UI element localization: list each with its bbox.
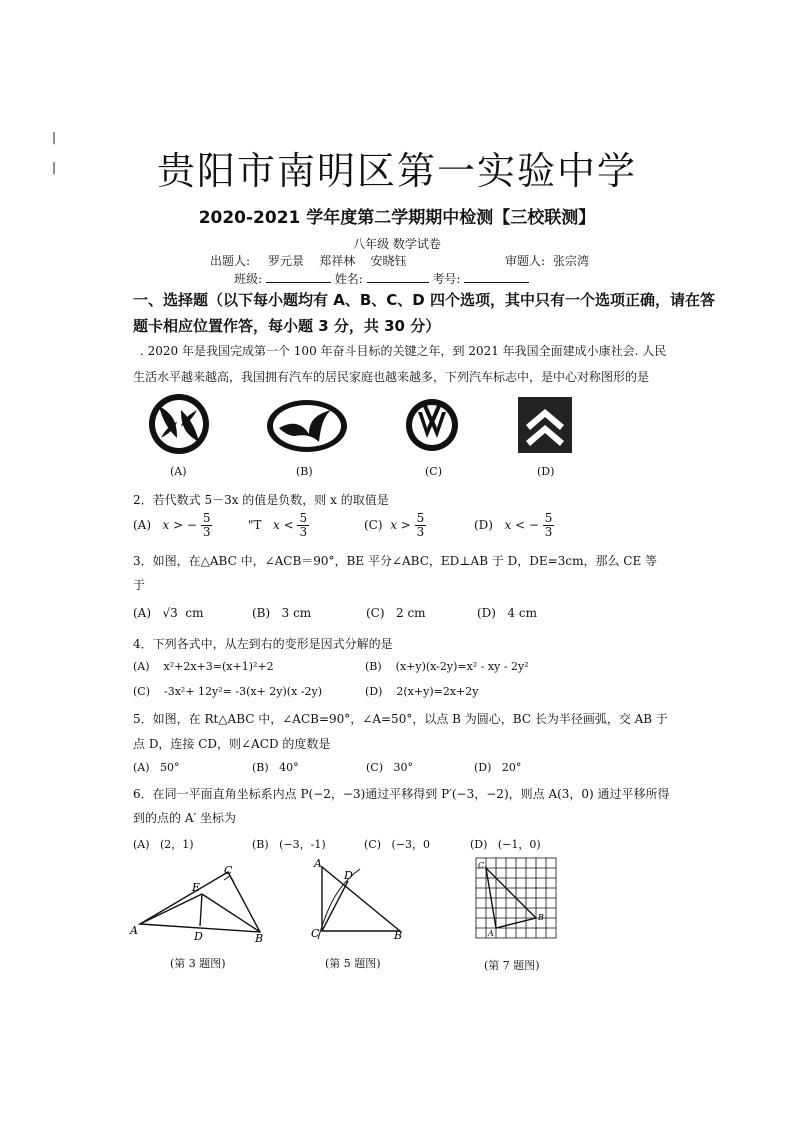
q5-stem: 5．如图，在 Rt△ABC 中，∠ACB=90°，∠A=50°，以点 B 为圆心，BC 长为半径画弧，交 AB 于 — [133, 712, 668, 726]
q6-stem: 6．在同一平面直角坐标系内点 P(−2，−3)通过平移得到 P′(−3，−2)，则点 A(3，0) 通过平移所得 — [133, 787, 670, 801]
fig7-label-c: C — [478, 861, 485, 870]
q2-option-b: "T x < $\frac{5}{3}$ — [248, 511, 308, 539]
q1-option-d: (D) — [537, 465, 555, 478]
q3-stem: 3．如图，在△ABC 中，∠ACB＝90°，BE 平分∠ABC，ED⊥AB 于 D，DE=3cm，那么 CE 等 — [133, 554, 658, 568]
q6-option-b: (B) (−3，-1) — [252, 838, 326, 851]
q1-option-c: (C) — [425, 465, 442, 478]
section-heading-cont: 题卡相应位置作答，每小题 3 分，共 30 分） — [133, 317, 441, 335]
dongfeng-logo-icon — [147, 392, 211, 456]
fig5-label-c: C — [311, 927, 320, 940]
fig3-label-b: B — [255, 932, 264, 944]
fig5-label-b: B — [394, 929, 403, 942]
q5-option-d: (D) 20° — [474, 761, 522, 774]
q4-option-c: (C) -3x²+ 12y²= -3(x+ 2y)(x -2y) — [133, 685, 323, 698]
q5-option-c: (C) 30° — [366, 761, 413, 774]
authors: 罗元景 郑祥林 安晓钰 — [268, 254, 407, 268]
reviewer-label: 审题人: — [505, 254, 546, 268]
q3-option-a: (A) √3 cm — [133, 606, 204, 620]
q5-option-b: (B) 40° — [252, 761, 299, 774]
q4-option-b: (B) (x+y)(x-2y)=x² - xy - 2y² — [365, 660, 529, 673]
figure-7 — [472, 854, 562, 944]
q3-option-d: (D) 4 cm — [477, 606, 537, 620]
name-label: 姓名: — [334, 272, 363, 286]
school-title: 贵阳市南明区第一实验中学 — [156, 149, 637, 193]
section-heading: 一、选择题（以下每小题均有 A、B、C、D 四个选项，其中只有一个选项正确，请在答 — [133, 291, 715, 309]
q6-option-d: (D) (−1，0) — [470, 838, 541, 851]
figure-3 — [128, 860, 270, 944]
author-label: 出题人: — [210, 254, 251, 268]
q6-option-a: (A) (2，1) — [133, 838, 194, 851]
fig5-caption: (第 5 题图) — [325, 957, 381, 970]
q6-stem-cont: 到的点的 A′ 坐标为 — [133, 811, 237, 825]
q5-stem-cont: 点 D，连接 CD，则∠ACD 的度数是 — [133, 737, 331, 751]
fig7-caption: (第 7 题图) — [484, 959, 540, 972]
fig5-label-d: D — [344, 869, 353, 882]
fig3-label-d: D — [194, 930, 203, 943]
citroen-logo-icon — [518, 397, 572, 453]
haima-logo-icon — [265, 398, 349, 454]
fig5-label-a: A — [314, 857, 322, 870]
name-field[interactable] — [367, 270, 429, 283]
class-field[interactable] — [266, 270, 331, 283]
q4-option-d: (D) 2(x+y)=2x+2y — [365, 685, 479, 698]
paper-title: 八年级 数学试卷 — [353, 237, 441, 251]
fig7-label-b: B — [538, 913, 544, 922]
q1-option-b: (B) — [296, 465, 313, 478]
margin-mark: | — [52, 130, 57, 144]
exam-title: 2020-2021 学年度第二学期期中检测【三校联测】 — [198, 208, 596, 228]
q5-option-a: (A) 50° — [133, 761, 180, 774]
number-label: 考号: — [432, 272, 461, 286]
q2-option-a: (A) x > − $\frac{5}{3}$ — [133, 511, 211, 539]
q1-option-a: (A) — [170, 465, 187, 478]
fig3-label-a: A — [130, 924, 138, 937]
fig7-label-a: A — [488, 929, 494, 938]
q3-option-b: (B) 3 cm — [252, 606, 312, 620]
fig3-label-e: E — [192, 881, 201, 894]
student-info-row — [234, 270, 529, 287]
q2-option-c: (C) x > $\frac{5}{3}$ — [364, 511, 425, 539]
fig3-caption: (第 3 题图) — [170, 957, 226, 970]
q2-stem: 2．若代数式 5－3x 的值是负数，则 x 的取值是 — [133, 493, 389, 507]
q4-option-a: (A) x²+2x+3=(x+1)²+2 — [133, 660, 274, 673]
margin-mark: | — [52, 160, 57, 174]
q2-option-d: (D) x < − $\frac{5}{3}$ — [474, 511, 553, 539]
class-label: 班级: — [234, 272, 263, 286]
q4-stem: 4．下列各式中，从左到右的变形是因式分解的是 — [133, 637, 393, 651]
number-field[interactable] — [464, 270, 529, 283]
q3-stem-cont: 于 — [133, 578, 146, 592]
reviewer: 张宗湾 — [553, 254, 590, 268]
volkswagen-logo-icon — [405, 398, 459, 452]
q1-stem-cont: 生活水平越来越高，我国拥有汽车的居民家庭也越来越多，下列汽车标志中，是中心对称图形的是 — [133, 370, 650, 384]
q1-stem: . 2020 年是我国完成第一个 100 年奋斗目标的关键之年，到 2021 年我国全面建成小康社会. 人民 — [140, 344, 667, 358]
figure-5 — [308, 855, 408, 945]
q3-option-c: (C) 2 cm — [366, 606, 426, 620]
q6-option-c: (C) (−3，0 — [364, 838, 430, 851]
fig3-label-c: C — [224, 864, 233, 877]
